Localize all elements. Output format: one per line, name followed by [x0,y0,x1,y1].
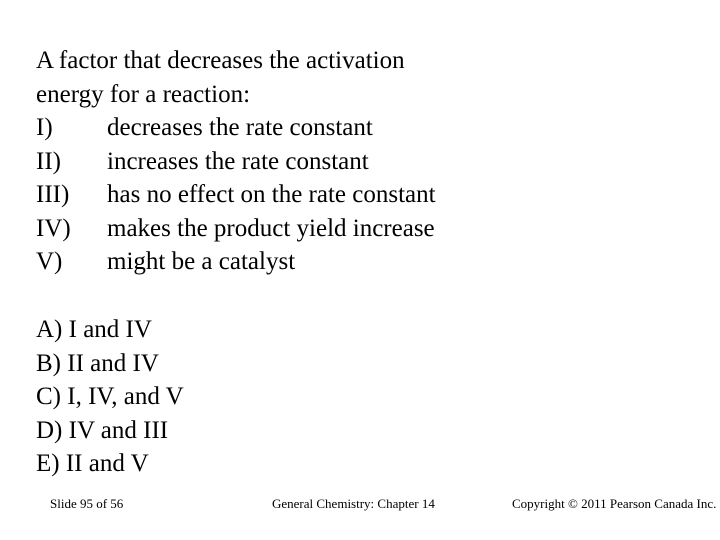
question-line: energy for a reaction: [36,80,251,108]
answer-choice-e: E) II and V [36,450,149,477]
statement-numeral: I) [36,114,53,141]
slide-number: Slide 95 of 56 [50,496,124,511]
answer-choice-c: C) I, IV, and V [36,383,184,410]
statement-numeral: III) [36,181,70,208]
chapter-label: General Chemistry: Chapter 14 [272,496,435,511]
statement-row [36,212,436,246]
answer-choices [36,313,184,481]
statement-text: might be a catalyst [107,248,296,275]
statement-row [36,245,436,279]
copyright-notice: Copyright © 2011 Pearson Canada Inc. [512,496,717,511]
statement-text: decreases the rate constant [107,114,373,141]
statement-text: increases the rate constant [107,147,369,175]
statement-text: makes the product yield increase [107,214,435,242]
answer-choice-d: D) IV and III [36,416,169,444]
question-block [36,44,436,279]
statement-row [36,178,436,212]
answer-choice-b: B) II and IV [36,349,159,377]
statement-numeral: IV) [36,214,71,242]
statement-numeral: V) [36,248,63,275]
answer-choice-a: A) I and IV [36,316,152,343]
statement-row [36,145,436,179]
statement-row [36,111,436,145]
statement-text: has no effect on the rate constant [107,181,436,208]
statement-numeral: II) [36,147,61,175]
question-line: A factor that decreases the activation [36,47,405,74]
